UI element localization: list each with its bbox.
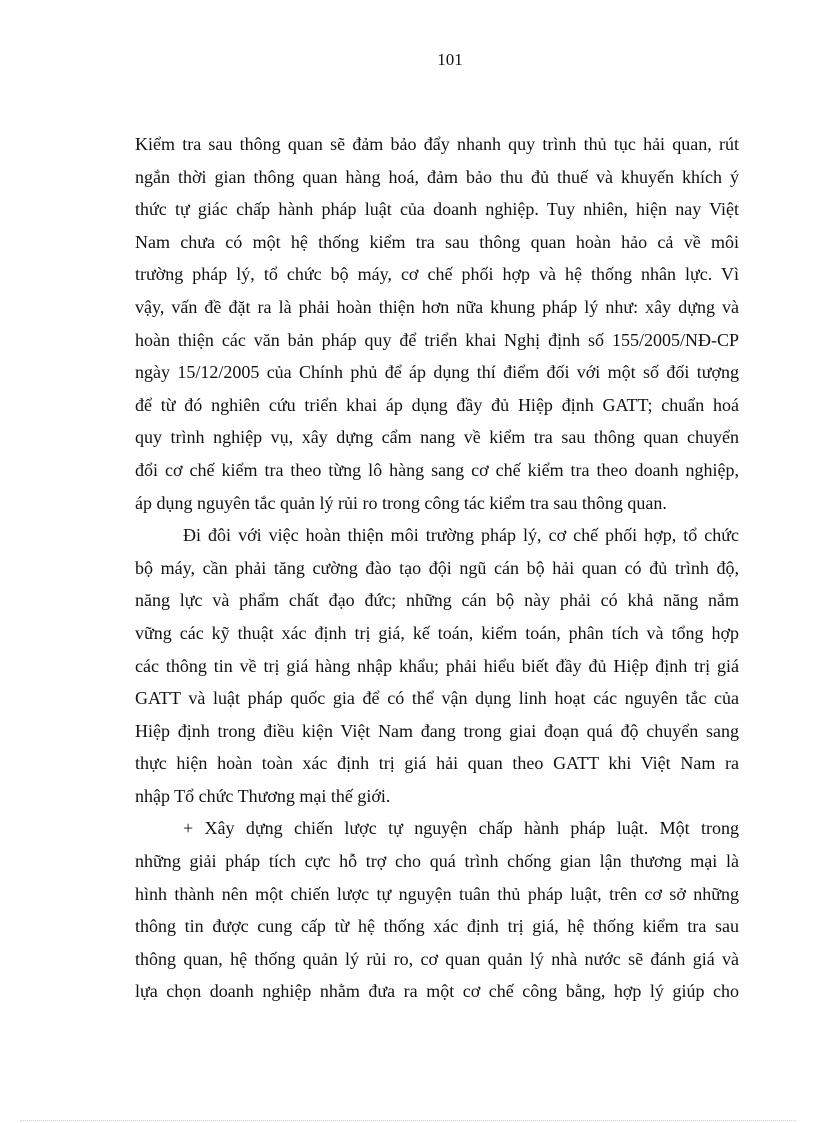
text-line: lựa chọn doanh nghiệp nhằm đưa ra một cơ chế công bằng, hợp lý giúp cho — [135, 981, 739, 1002]
text-line: ngắn thời gian thông quan hàng hoá, đảm bảo thu đủ thuế và khuyến khích ý — [135, 166, 739, 187]
paragraph-3 — [135, 812, 739, 1008]
text-line: thông quan, hệ thống quản lý rủi ro, cơ quan quản lý nhà nước sẽ đánh giá và — [135, 948, 739, 969]
text-line: để từ đó nghiên cứu triển khai áp dụng đầy đủ Hiệp định GATT; chuẩn hoá — [135, 394, 739, 415]
text-line: vững các kỹ thuật xác định trị giá, kế toán, kiểm toán, phân tích và tổng hợp — [135, 622, 739, 643]
text-line: Nam chưa có một hệ thống kiểm tra sau thông quan hoàn hảo cả về môi — [135, 231, 739, 252]
text-line: áp dụng nguyên tắc quản lý rủi ro trong công tác kiểm tra sau thông quan. — [135, 492, 667, 513]
text-line: thức tự giác chấp hành pháp luật của doanh nghiệp. Tuy nhiên, hiện nay Việt — [135, 199, 739, 220]
text-line: thực hiện hoàn toàn xác định trị giá hải quan theo GATT khi Việt Nam ra — [135, 753, 739, 774]
page-number: 101 — [437, 50, 463, 69]
text-line: Đi đôi với việc hoàn thiện môi trường pháp lý, cơ chế phối hợp, tổ chức — [183, 525, 739, 546]
text-line: + Xây dựng chiến lược tự nguyện chấp hành pháp luật. Một trong — [183, 818, 739, 839]
text-line: quy trình nghiệp vụ, xây dựng cẩm nang về kiểm tra sau thông quan chuyển — [135, 427, 739, 448]
text-line: hoàn thiện các văn bản pháp quy để triển khai Nghị định số 155/2005/NĐ-CP — [135, 329, 739, 350]
text-line: GATT và luật pháp quốc gia để có thể vận dụng linh hoạt các nguyên tắc của — [135, 688, 739, 709]
text-line: năng lực và phẩm chất đạo đức; những cán bộ này phải có khả năng nắm — [135, 590, 739, 611]
text-line: đổi cơ chế kiểm tra theo từng lô hàng sang cơ chế kiểm tra theo doanh nghiệp, — [135, 459, 739, 480]
text-line: bộ máy, cần phải tăng cường đào tạo đội ngũ cán bộ hải quan có đủ trình độ, — [135, 557, 739, 578]
text-line: ngày 15/12/2005 của Chính phủ để áp dụng thí điểm đối với một số đối tượng — [135, 362, 739, 383]
text-line: Kiểm tra sau thông quan sẽ đảm bảo đẩy nhanh quy trình thủ tục hải quan, rút — [135, 134, 739, 154]
text-line: các thông tin về trị giá hàng nhập khẩu; phải hiểu biết đầy đủ Hiệp định trị giá — [135, 655, 739, 676]
text-line: Hiệp định trong điều kiện Việt Nam đang trong giai đoạn quá độ chuyển sang — [135, 720, 739, 741]
page-bottom-border — [20, 1120, 796, 1121]
text-line: thông tin được cung cấp từ hệ thống xác định trị giá, hệ thống kiểm tra sau — [135, 916, 739, 937]
paragraph-1 — [135, 128, 739, 519]
body-text — [135, 128, 739, 1008]
text-line: hình thành nên một chiến lược tự nguyện tuân thủ pháp luật, trên cơ sở những — [135, 883, 739, 904]
text-line: vậy, vấn đề đặt ra là phải hoàn thiện hơn nữa khung pháp lý như: xây dựng và — [135, 296, 739, 317]
text-line: trường pháp lý, tổ chức bộ máy, cơ chế phối hợp và hệ thống nhân lực. Vì — [135, 264, 739, 285]
text-line: những giải pháp tích cực hỗ trợ cho quá trình chống gian lận thương mại là — [135, 851, 739, 872]
paragraph-2 — [135, 519, 739, 812]
text-line: nhập Tổ chức Thương mại thế giới. — [135, 785, 391, 806]
